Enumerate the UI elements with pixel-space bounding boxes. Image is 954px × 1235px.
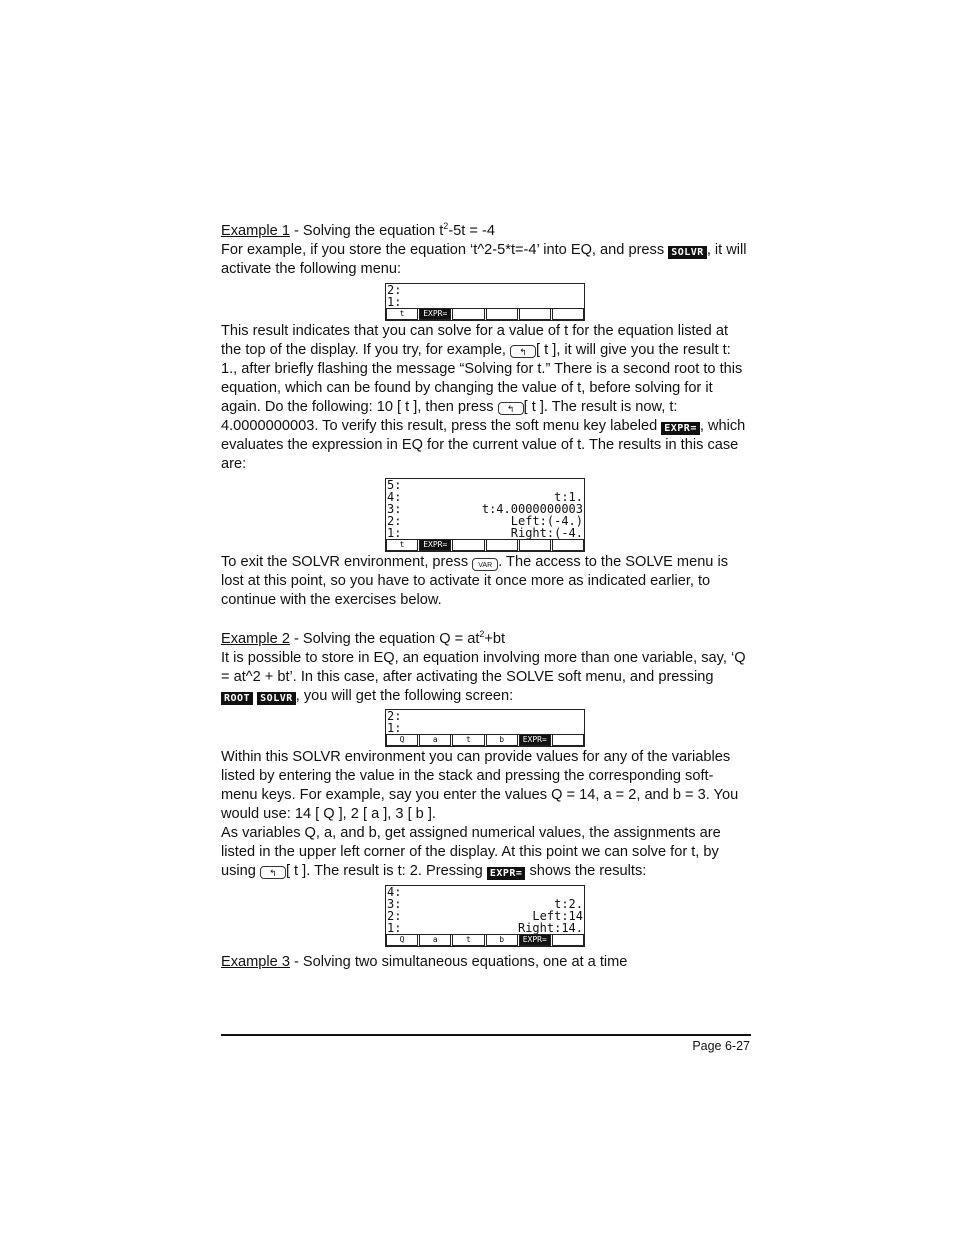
stack-level-number: 3: bbox=[387, 897, 402, 911]
text: , it will activate the following menu: bbox=[221, 242, 747, 277]
soft-menu-key[interactable] bbox=[552, 540, 584, 551]
stack-level-number: 2: bbox=[387, 909, 402, 923]
stack-value: Left:(-4.) bbox=[510, 514, 583, 528]
spacer bbox=[221, 610, 749, 630]
text: This result indicates that you can solve for a value of t for the equation listed at the top of the display. If you try, for example, bbox=[221, 323, 729, 358]
text: , you will get the following screen: bbox=[295, 688, 514, 704]
soft-menu bbox=[386, 539, 584, 551]
soft-menu-key[interactable] bbox=[452, 540, 484, 551]
stack-level bbox=[386, 296, 584, 308]
root-softkey: ROOT bbox=[221, 692, 253, 705]
soft-menu bbox=[386, 734, 584, 746]
example1-title: - Solving the equation t bbox=[289, 223, 444, 239]
expr-softkey: EXPR= bbox=[661, 422, 700, 435]
soft-menu-key[interactable]: Q bbox=[386, 735, 418, 746]
soft-menu-key[interactable]: t bbox=[452, 935, 484, 946]
soft-menu bbox=[386, 308, 584, 320]
text: . The access to the SOLVE menu is lost at this point, so you have to activate it once more as indicated earlier, to continue with the exercises below. bbox=[221, 554, 729, 608]
stack-level-number: 4: bbox=[387, 885, 402, 899]
stack-level bbox=[386, 722, 584, 734]
soft-menu-key[interactable] bbox=[452, 309, 484, 320]
example2-label: Example 2 bbox=[221, 631, 290, 647]
stack-level bbox=[386, 922, 584, 934]
soft-menu-key[interactable] bbox=[486, 540, 518, 551]
stack-level-number: 1: bbox=[387, 921, 402, 935]
stack-level-number: 2: bbox=[387, 283, 402, 297]
soft-menu-key[interactable]: a bbox=[419, 935, 451, 946]
example1-paragraph1 bbox=[221, 241, 749, 279]
soft-menu bbox=[386, 934, 584, 946]
soft-menu-key[interactable]: EXPR= bbox=[519, 735, 551, 746]
superscript: 2 bbox=[479, 629, 485, 639]
example2-title-end: +bt bbox=[484, 631, 506, 647]
stack-level-number: 5: bbox=[387, 478, 402, 492]
stack-level-number: 1: bbox=[387, 526, 402, 540]
calculator-screen-1 bbox=[385, 283, 585, 321]
soft-menu-key[interactable]: EXPR= bbox=[419, 309, 451, 320]
example1-paragraph2 bbox=[221, 322, 749, 474]
example1-title-end: -5t = -4 bbox=[448, 223, 495, 239]
stack-level-number: 1: bbox=[387, 295, 402, 309]
stack-value: t:1. bbox=[554, 490, 583, 504]
soft-menu-key[interactable]: a bbox=[419, 735, 451, 746]
example1-label: Example 1 bbox=[221, 223, 290, 239]
example2-paragraph1 bbox=[221, 649, 749, 706]
example3-heading bbox=[221, 953, 749, 972]
text: It is possible to store in EQ, an equation involving more than one variable, say, ‘Q = at^2 + bt’. In this case, after activating the SOLVE soft menu, and pressing bbox=[221, 650, 746, 685]
soft-menu-key[interactable]: b bbox=[486, 735, 518, 746]
soft-menu-key[interactable] bbox=[552, 309, 584, 320]
superscript: 2 bbox=[443, 221, 449, 231]
text: shows the results: bbox=[525, 863, 647, 879]
soft-menu-key[interactable] bbox=[486, 309, 518, 320]
soft-menu-key[interactable]: Q bbox=[386, 935, 418, 946]
text: To exit the SOLVR environment, press bbox=[221, 554, 473, 570]
calculator-screen-3 bbox=[385, 709, 585, 747]
example1-heading bbox=[221, 222, 749, 241]
example2-title: - Solving the equation Q = at bbox=[289, 631, 480, 647]
example3-label: Example 3 bbox=[221, 954, 290, 970]
left-shift-key-icon: ↰ bbox=[510, 345, 536, 358]
stack-value: t:4.0000000003 bbox=[481, 502, 583, 516]
text: [ t ]. The result is t: 2. Pressing bbox=[285, 863, 487, 879]
soft-menu-key[interactable] bbox=[519, 309, 551, 320]
calculator-screen-2 bbox=[385, 478, 585, 552]
text: [ t ]. The result is now, t: 4.0000000003. To verify this result, press the soft menu key labeled bbox=[221, 399, 678, 434]
soft-menu-key[interactable] bbox=[552, 935, 584, 946]
example2-paragraph2: Within this SOLVR environment you can provide values for any of the variables listed by entering the value in the stack and pressing the corresponding soft-menu keys. For example, say you enter the values Q = 14, a = 2, and b = 3. You would use: 14 [ Q ], 2 [ a ], 3 [ b ]. bbox=[221, 749, 739, 822]
calculator-screen-4 bbox=[385, 885, 585, 947]
stack-value: Left:14 bbox=[532, 909, 583, 923]
soft-menu-key[interactable]: b bbox=[486, 935, 518, 946]
soft-menu-key[interactable]: t bbox=[452, 735, 484, 746]
left-shift-key-icon: ↰ bbox=[498, 402, 524, 415]
soft-menu-key[interactable]: t bbox=[386, 540, 418, 551]
stack-value: Right:(-4. bbox=[510, 526, 583, 540]
footer-rule bbox=[221, 1034, 751, 1036]
page-content bbox=[221, 222, 749, 972]
soft-menu-key[interactable] bbox=[552, 735, 584, 746]
text: [ t ], it will give you the result t: 1., after briefly flashing the message “Solving for t.” There is a second root to this equation, which can be found by changing the value of t, before solving for it again. Do the following: 10 [ t ], then press bbox=[221, 342, 743, 415]
example2-heading bbox=[221, 630, 749, 649]
stack-value: Right:14. bbox=[517, 921, 583, 935]
stack-level-number: 3: bbox=[387, 502, 402, 516]
page-number: Page 6-27 bbox=[692, 1039, 750, 1053]
stack-level bbox=[386, 284, 584, 296]
stack-value: t:2. bbox=[554, 897, 583, 911]
text: For example, if you store the equation ‘t^2-5*t=-4’ into EQ, and press bbox=[221, 242, 669, 258]
stack-level bbox=[386, 527, 584, 539]
soft-menu-key[interactable]: EXPR= bbox=[519, 935, 551, 946]
soft-menu-key[interactable] bbox=[519, 540, 551, 551]
example2-paragraph3 bbox=[221, 824, 749, 881]
stack-level bbox=[386, 710, 584, 722]
solvr-softkey: SOLVR bbox=[257, 692, 296, 705]
text: As variables Q, a, and b, get assigned numerical values, the assignments are listed in the upper left corner of the display. At this point we can solve for t, by using bbox=[221, 825, 721, 879]
left-shift-key-icon: ↰ bbox=[260, 866, 286, 879]
soft-menu-key[interactable]: t bbox=[386, 309, 418, 320]
var-key-icon: VAR bbox=[472, 558, 498, 571]
stack-level-number: 2: bbox=[387, 709, 402, 723]
expr-softkey: EXPR= bbox=[487, 867, 526, 880]
example3-title: - Solving two simultaneous equations, one at a time bbox=[289, 954, 628, 970]
soft-menu-key[interactable]: EXPR= bbox=[419, 540, 451, 551]
example1-paragraph3 bbox=[221, 553, 749, 610]
solvr-softkey: SOLVR bbox=[668, 246, 707, 259]
stack-level-number: 4: bbox=[387, 490, 402, 504]
stack-level-number: 2: bbox=[387, 514, 402, 528]
text: , which evaluates the expression in EQ for the current value of t. The results in this case are: bbox=[221, 418, 746, 472]
stack-level-number: 1: bbox=[387, 721, 402, 735]
